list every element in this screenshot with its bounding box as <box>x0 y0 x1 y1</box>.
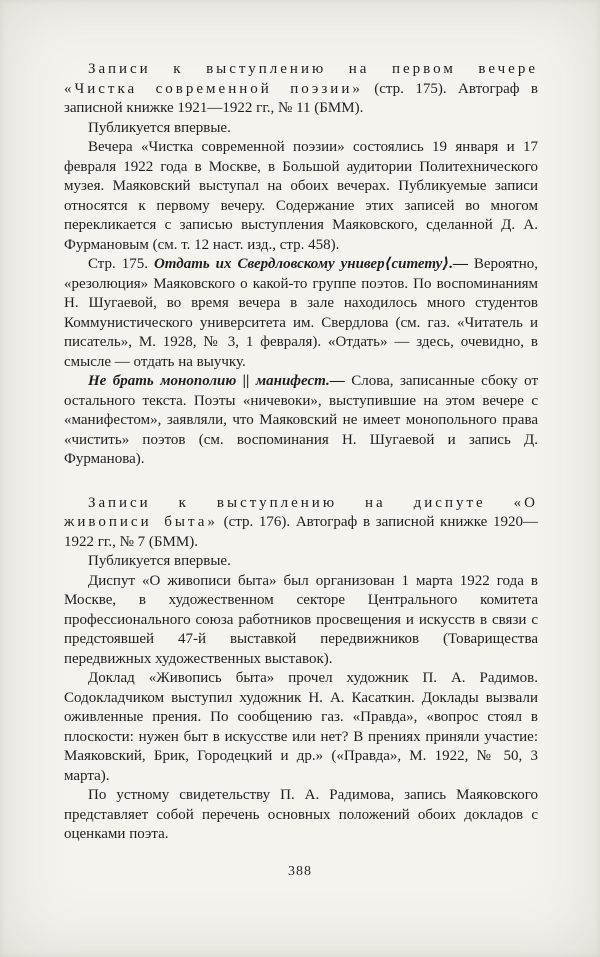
note-2-body: Слова, записанные сбоку от остального текста. Поэты «ничевоки», выступившие на этом вечере с «манифестом», заявляли, что Маяковский не имеет монопольного права «чистить» поэтов (см. воспоминания Н. Шугаевой и запись Д. Фурманова). <box>64 373 539 467</box>
entry-2-dispute-paragraph: Диспут «О живописи быта» был организован 1 марта 1922 года в Москве, в художественном секторе Центрального комитета профессионального союза работников просвещения и искусств в связи с предстоявшей 47-й выставкой передвижников (Товарищества передвижных художественных выставок). <box>64 572 538 667</box>
entry-1-heading <box>64 60 538 119</box>
entry-2-first-publication-note: Публикуется впервые. <box>88 553 231 569</box>
entry-2-title-spaced: Записи к выступлению на диспуте «О живописи быта» <box>64 494 538 530</box>
entry-2-heading-rest: (стр. 176). Автограф в записной книжке 1920—1922 гг., № 7 (БММ). <box>64 514 539 550</box>
commentary-entry-2 <box>64 494 538 845</box>
lemma-text-2: Не брать монополию || манифест.— <box>88 373 345 389</box>
entry-1-history-paragraph: Вечера «Чистка современной поэзии» состоялись 19 января и 17 февраля 1922 года в Москве, в Большой аудитории Политехнического музея. Маяковский выступал на обоих вечерах. Публикуемые записи относятся к первому вечеру. Содержание этих записей во многом перекликается с записью выступления Маяковского, сделанной Д. А. Фурмановым (см. т. 12 наст. изд., стр. 458). <box>64 139 538 253</box>
entry-1-heading-rest: (стр. 175). Автограф в записной книжке 1921—1922 гг., № 11 (БММ). <box>64 80 538 116</box>
entry-1-note-2 <box>64 372 538 470</box>
entry-1-title-spaced: Записи к выступлению на первом вечере «Чистка современной поэзии» <box>64 61 538 97</box>
lemma-text-1: Отдать их Свердловскому универ⟨ситету⟩.— <box>153 256 468 272</box>
note-1-body: Вероятно, «резолюция» Маяковского о какой-то группе поэтов. По воспоминаниям Н. Шугаевой, во время вечера в зале находилось много студентов Коммунистического университета им. Свердлова (см. газ. «Читатель и писатель», М. 1928, № 3, 1 февраля). «Отдать» — здесь, очевидно, в смысле — отдать на выучку. <box>64 256 538 370</box>
entry-2-report-paragraph: Доклад «Живопись быта» прочел художник П. А. Радимов. Содокладчиком выступил художник Н. А. Касаткин. Доклады вызвали оживленные прения. По сообщению газ. «Правда», «вопрос стоял в плоскости: нужен быт в искусстве или нет? В прениях приняли участие: Маяковский, Брик, Городецкий и др.» («Правда», М. 1922, № 50, 3 марта). <box>64 670 538 784</box>
entry-2-testimony-paragraph: По устному свидетельству П. А. Радимова, запись Маяковского представляет собой перечень основных положений обоих докладов с оценками поэта. <box>64 787 538 842</box>
commentary-entry-1 <box>64 60 538 470</box>
entry-1-first-publication-note: Публикуется впервые. <box>88 119 231 136</box>
entry-1-note-1 <box>64 255 538 372</box>
entry-2-heading <box>64 494 538 553</box>
page-number: 388 <box>288 864 312 879</box>
page-ref-prefix: Стр. 175. <box>88 256 154 272</box>
